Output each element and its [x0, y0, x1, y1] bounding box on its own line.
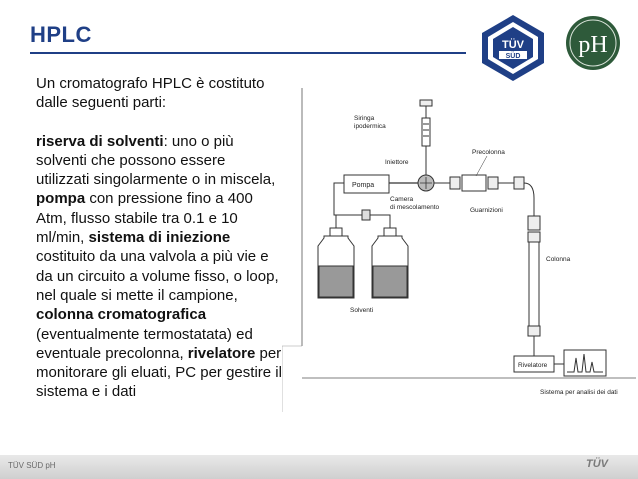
column [528, 216, 540, 356]
label-mescolamento: di mescolamento [390, 204, 440, 211]
data-system-display [564, 350, 606, 376]
tuv-logo-line2: SÜD [505, 53, 521, 60]
footer-left-text: TÜV SÜD pH [8, 461, 56, 470]
label-solventi: Solventi [350, 307, 374, 314]
term-colonna: colonna cromatografica [36, 306, 207, 324]
ph-logo [565, 15, 621, 71]
text-segment-3: costituito da una valvola a più vie e da un circuito a volume fisso, o loop, nel quale si mette il campione, [36, 248, 279, 304]
tuv-sud-logo [478, 13, 548, 83]
term-iniezione: sistema di iniezione [88, 229, 231, 247]
label-sistema-dati: Sistema per analisi dei dati [540, 389, 618, 396]
footer-bar [0, 455, 638, 479]
text-segment-5: per monitorare gli eluati, PC per gestire il sistema e i dati [36, 344, 282, 401]
label-guarnizioni: Guarnizioni [470, 207, 503, 214]
label-pompa: Pompa [352, 182, 375, 189]
page-title: HPLC [30, 22, 92, 47]
components-paragraph [36, 132, 282, 402]
term-rivelatore: rivelatore [187, 344, 256, 362]
label-ipodermica: ipodermica [354, 123, 386, 130]
ph-logo-text: pH [578, 32, 608, 58]
label-colonna: Colonna [546, 256, 571, 263]
label-rivelatore: Rivelatore [518, 362, 548, 369]
description-text [36, 74, 282, 402]
label-precolonna: Precolonna [472, 149, 505, 156]
hplc-schematic [282, 88, 636, 412]
label-iniettore: Iniettore [385, 159, 409, 166]
term-serbatoio: riserva di solventi [36, 132, 164, 150]
label-camera: Camera [390, 196, 414, 203]
text-segment-2: con pressione fino a 400 Atm, flusso stabile tra 0.1 e 10 ml/min, [36, 190, 253, 247]
intro-paragraph: Un cromatografo HPLC è costituto dalle seguenti parti: [36, 75, 265, 112]
footer-right-logo: TÜV [586, 458, 608, 470]
text-segment-4: (eventualmente termostatata) ed eventuale precolonna, [36, 325, 253, 362]
term-pompa: pompa [36, 190, 86, 208]
tuv-logo-line1: TÜV [502, 39, 524, 51]
title-underline [30, 52, 466, 54]
solvent-bottle-2 [372, 228, 408, 298]
label-siringa: Siringa [354, 115, 375, 122]
solvent-bottle-1 [318, 228, 354, 298]
text-segment-1: : uno o più solventi che possono essere utilizzati singolarmente o in miscela, [36, 132, 276, 189]
